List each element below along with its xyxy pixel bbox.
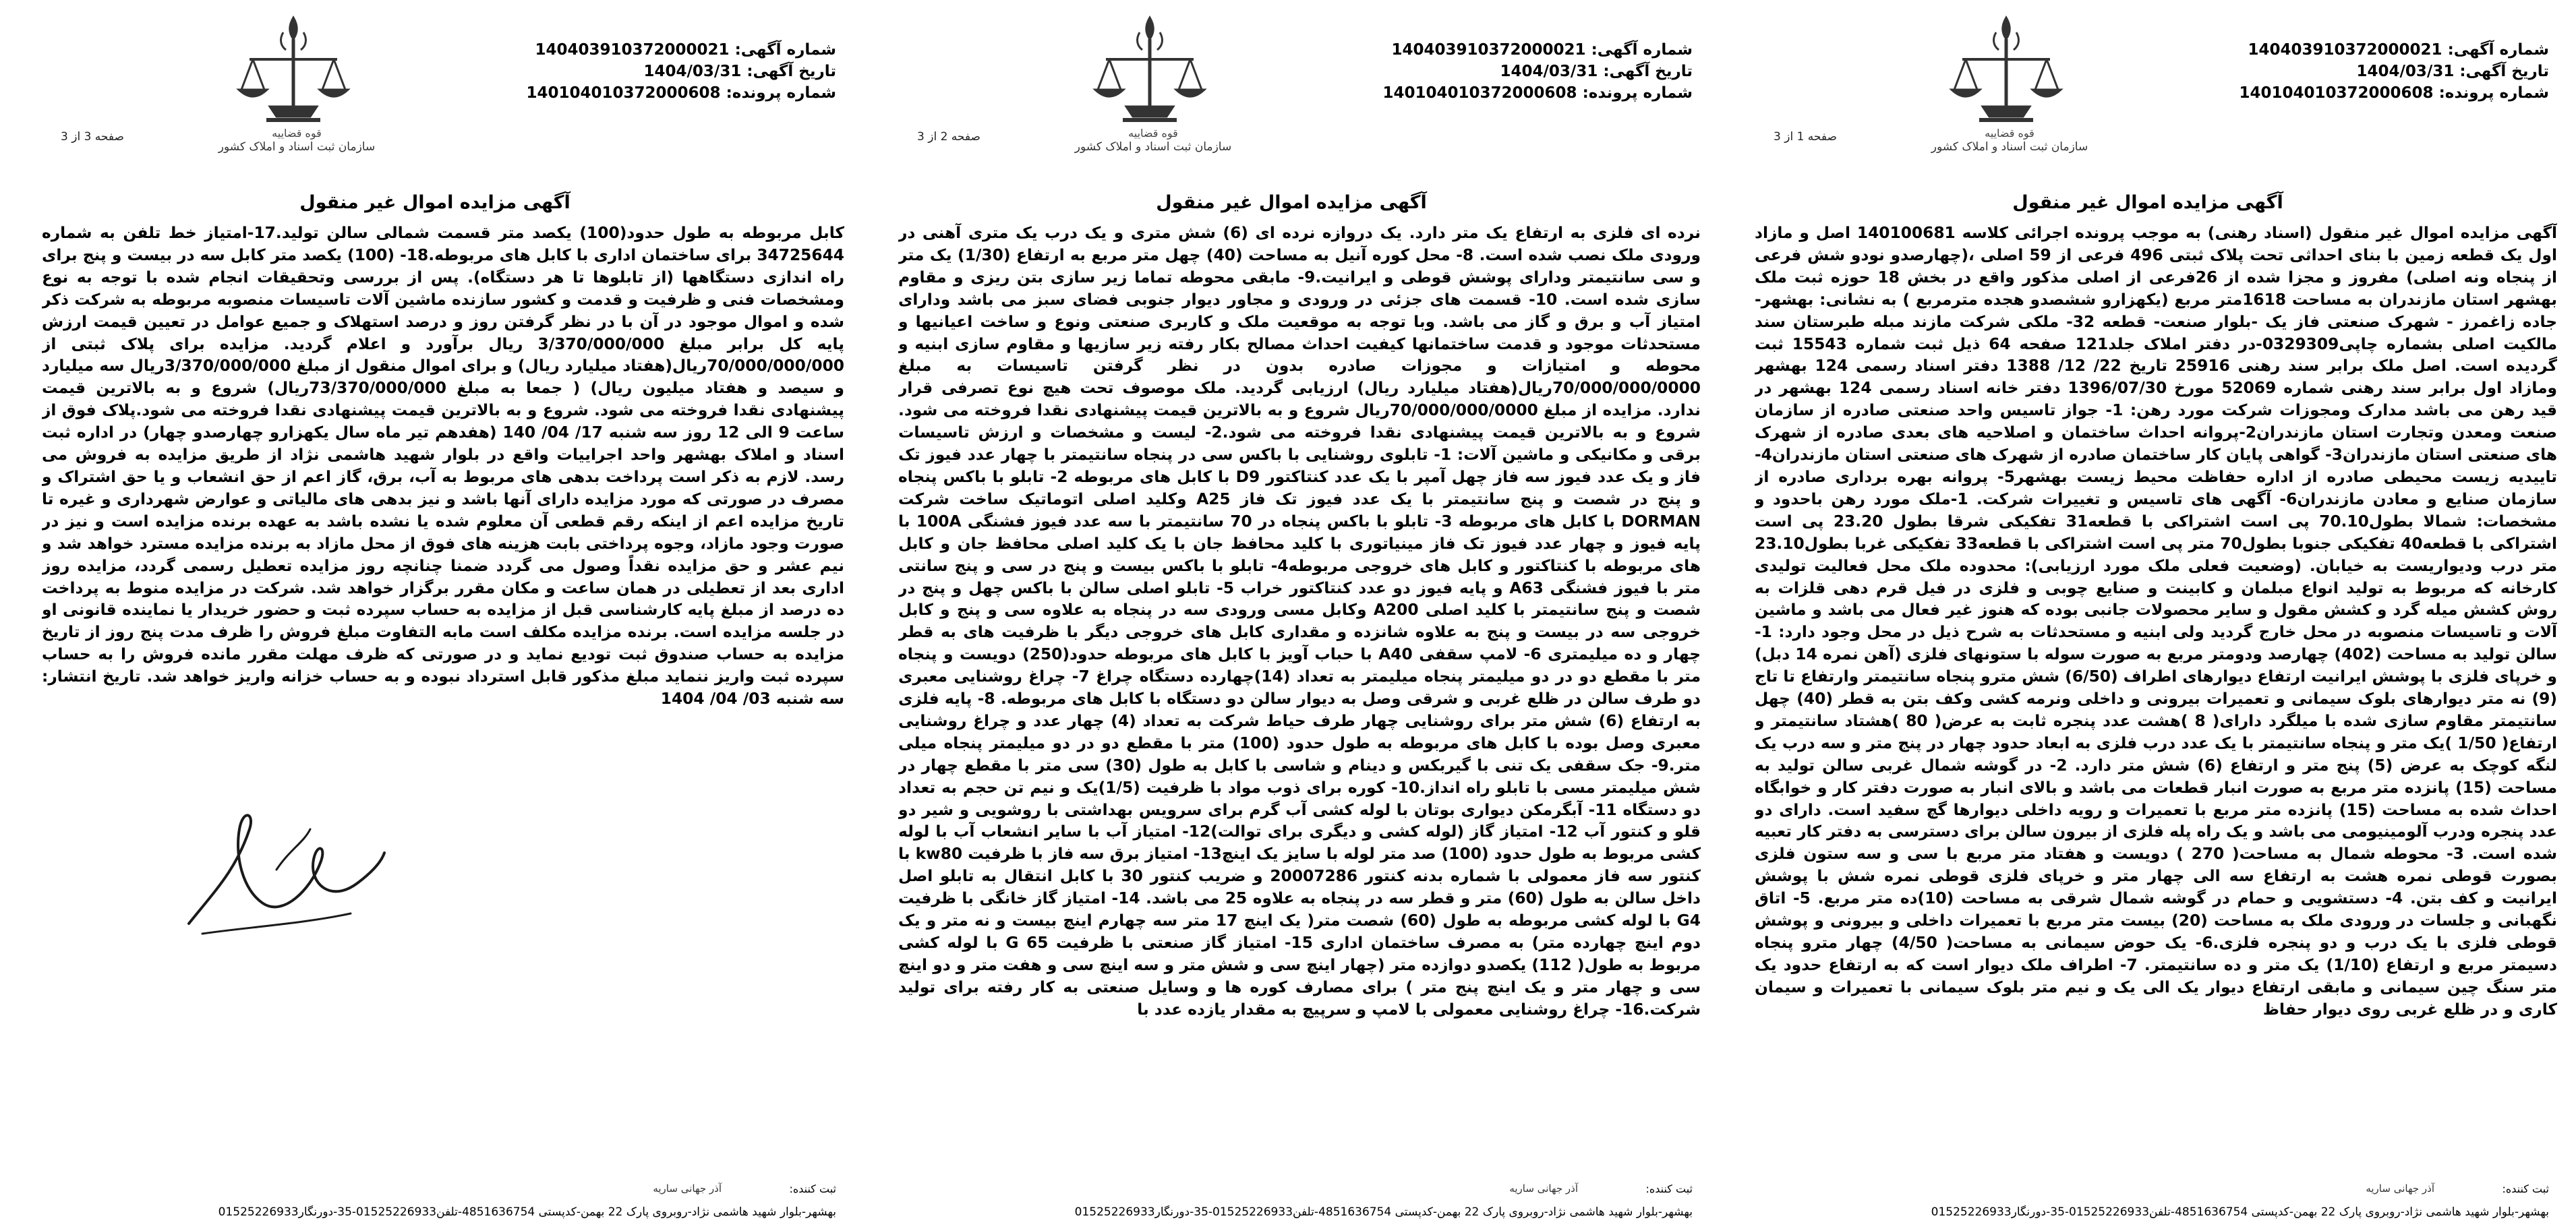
judiciary-scales-emblem-icon	[1086, 12, 1214, 133]
notice-number-label: شماره آگهی:	[2447, 41, 2549, 59]
judiciary-scales-emblem-icon	[1942, 12, 2070, 133]
notice-page-3	[7, 0, 863, 1231]
notice-number-row	[2239, 39, 2549, 61]
notice-title: آگهی مزایده اموال غیر منقول	[1156, 192, 1427, 213]
registrar-name: آذر جهانی ساریه	[2366, 1182, 2434, 1195]
case-number-row	[526, 82, 836, 104]
registrar-label: ثبت کننده:	[1645, 1182, 1693, 1195]
notice-date-row	[1382, 61, 1693, 82]
notice-meta	[1382, 39, 1693, 104]
handwritten-signature-icon	[175, 789, 391, 964]
notice-body: کابل مربوطه به طول حدود(100) یکصد متر قسمت شمالی سالن تولید.17-امتیاز خط تلفن به شماره 34725644 برای ساختمان اداری با کابل های مربوطه.18- (100) یکصد متر کابل سه در بیست و پنج برای راه اندازی دستگاهها (از تابلوها تا هر دستگاه). پس از بررسی وتحقیقات انجام شده با توجه به نوع ومشخصات فنی و ظرفیت و قدمت و کشور سازنده ماشین آلات تاسیسات منصوبه مربوطه به شرکت ذکر شده و اموال موجود در آن با در نظر گرفتن روز و درصد استهلاک و جمیع عوامل در تعیین قیمت ارزش پایه کل برابر مبلغ 3/370/000/000 ریال برآورد و اعلام گردید. مزایده برای پلاک ثبتی از 70/000/000/000ریال(هفتاد میلیارد ریال) و برای اموال منقول از مبلغ 3/370/000/000ریال سه میلیارد و سیصد و هفتاد میلیون ریال) ( جمعا به مبلغ 73/370/000/000ریال) شروع و به بالاترین قیمت پیشنهادی نقدا فروخته می شود. شروع و به بالاترین قیمت پیشنهادی نقدا فروخته می شود.پلاک فوق از ساعت 9 الی 12 روز سه شنبه 17/ 04/ 140 (هفدهم تیر ماه سال یکهزارو چهارصدو چهار) در اداره ثبت اسناد و املاک بهشهر واحد اجراییات واقع در بلوار شهید هاشمی نژاد از طریق مزایده به فروش می رسد. لازم به ذکر است پرداخت بدهی های مربوط به آب، برق، گاز اعم از حق انشعاب و یا حق اشتراک و مصرف در صورتی که مورد مزایده دارای آنها باشد و نیز بدهی های مالیاتی و عوارض شهرداری و غیره تا تاریخ مزایده اعم از اینکه رقم قطعی آن معلوم شده یا نشده باشد به عهده برنده مزایده است و نیز در صورت وجود مازاد، وجوه پرداختی بابت هزینه های فوق از محل مازاد به برنده مزایده مسترد خواهد شد و نیم عشر و حق مزایده نقداً وصول می گردد ضمنا چنانچه روز مزایده تعطیل رسمی گردد، مزایده روز اداری بعد از تعطیلی در همان ساعت و مکان مقرر برگزار خواهد شد. شرکت در مزایده منوط به پرداخت ده درصد از مبلغ پایه کارشناسی قبل از مزایده به حساب سپرده ثبت و حضور خریدار یا نماینده قانونی او در جلسه مزایده است. برنده مزایده مکلف است مابه التفاوت مبلغ فروش را ظرف مدت پنج روز از تاریخ مزایده به حساب صندوق ثبت تودیع نماید و در صورتی که ظرف مهلت مقرر مانده فروش را به حساب سپرده ثبت واریز ننماید مبلغ مذکور قابل استرداد نبوده و به حساب خزانه واریز خواهد شد. تاریخ انتشار: سه شنبه 03/ 04/ 1404	[42, 224, 844, 709]
page-footer	[863, 1177, 1720, 1231]
notice-title: آگهی مزایده اموال غیر منقول	[2012, 192, 2283, 213]
case-number: 140104010372000608	[1382, 84, 1577, 102]
office-address: بهشهر-بلوار شهید هاشمی نژاد-روبروی پارک 22 بهمن-کدپستی 4851636754-تلفن01525226933-35-دورنگار01525226933	[1931, 1205, 2549, 1219]
judiciary-scales-emblem-icon	[229, 12, 357, 133]
page-number: صفحه 1 از 3	[1774, 130, 1837, 144]
notice-date-label: تاریخ آگهی:	[747, 63, 836, 80]
page-header	[1720, 5, 2576, 187]
page-footer	[1720, 1177, 2576, 1231]
case-number-label: شماره پرونده:	[1582, 84, 1693, 102]
notice-page-2	[863, 0, 1720, 1231]
notice-date-label: تاریخ آگهی:	[2459, 63, 2549, 80]
notice-number: 140403910372000021	[535, 41, 730, 59]
notice-body: آگهی مزایده اموال غیر منقول (اسناد رهنی) به موجب پرونده اجرائی کلاسه 140100681 اصل و مازاد اول یک قطعه زمین با بنای احداثی تحت پلاک ثبتی 496 فرعی از 59 اصلی ،(چهارصدو نودو شش فرعی از پنجاه ونه اصلی) مفروز و مجزا شده از 26فرعی از اصلی مذکور واقع در بخش 18 حوزه ثبت ملک بهشهر استان مازندران به مساحت 1618متر مربع (یکهزارو ششصدو هجده مترمربع ) به نشانی: بهشهر-جاده زاغمرز - شهرک صنعتی فاز یک -بلوار صنعت- قطعه 32- ملکی شرکت مازند مبله طبرستان سند مالکیت اصلی بشماره چاپی0329309-در دفتر املاک جلد121 صفحه 64 ذیل ثبت شماره 15543 ثبت گردیده است. اصل ملک برابر سند رهنی 25916 تاریخ 22/ 12/ 1388 دفتر اسناد رسمی 124 بهشهر ومازاد اول برابر سند رهنی شماره 52069 مورخ 1396/07/30 دفتر خانه اسناد رسمی 124 بهشهر در قید رهن می باشد مدارک ومجوزات شرکت مورد رهن: 1- جواز تاسیس واحد صنعتی صادره از سازمان صنعت ومعدن وتجارت استان مازندران2-پروانه احداث ساختمان و اصلاحیه های بعدی صادره از شهرک های صنعتی استان مازندران3- گواهی پایان کار ساختمان صادره از شهرک های صنعتی استان مازندران4- تاییدیه زیست محیطی صادره از اداره حفاظت محیط زیست بهشهر5- پروانه بهره برداری صادره از سازمان صنایع و معادن مازندران6- آگهی های تاسیس و تغییرات شرکت. 1-ملک مورد رهن باحدود و مشخصات: شمالا بطول70.10 پی است اشتراکی با قطعه31 تفکیکی شرقا بطول 23.20 پی است اشتراکی با قطعه40 تفکیکی جنوبا بطول70 متر پی است اشتراکی با قطعه33 تفکیکی غربا بطول23.10 متر درب ودیواریست به خیابان. (وضعیت فعلی ملک مورد ارزیابی): محدوده ملک محل فعالیت تولیدی کارخانه که مربوط به تولید انواع مبلمان و کابینت و صنایع چوبی و فلزی در فیل قرم دهی قلزات به روش کشش میله گرد و کشش مقول و سایر محصولات جانبی بوده که هنوز غیر فعال می باشد و ماشین آلات و تاسیسات منصوبه در محل خارج گردید ولی ابنیه و مستحدثات به شرح ذیل در محل وجود دارد: 1- سالن تولید به مساحت (402) چهارصد ودومتر مربع به صورت سوله با ستونهای فلزی (آهن نمره 14 دبل) و خرپای فلزی با پوشش ایرانیت ارتفاع دیوارهای اطراف (6/50) شش مترو پنجاه سانتیمتر وارتفاع تا تاج (9) نه متر دیوارهای بلوک سیمانی و تعمیرات بیرونی و داخلی ونرمه کشی وکف بتن به قطر (40) چهل سانتیمتر مقاوم سازی شده با میلگرد دارای( 8 )هشت عدد پنجره ثابت به عرض( 80 )هشتاد سانتیمتر و ارتفاع( 1/50 )یک متر و پنجاه سانتیمتر با یک عدد درب فلزی به ابعاد حدود چهار در پنج متر و سه درب یک لنگه کوچک به عرض (5) پنج متر و ارتفاع (6) شش متر دارد. 2- در گوشه شمال غربی سالن تولید به مساحت (15) پانزده متر مربع به صورت انبار قطعات می باشد و بالای انبار به صورت دفتر کار و خوابگاه احداث شده به مساحت (15) پانزده متر مربع با تعمیرات و رویه داخلی دیوارها گچ سفید است. دارای دو عدد پنجره ودرب آلومینیومی می باشد و یک راه پله فلزی از بیرون سالن برای دسترسی به دفتر کار تعبیه شده است. 3- محوطه شمال به مساحت( 270 ) دویست و هفتاد متر مربع با سی و سه ستون فلزی بصورت قوطی نمره هشت به ارتفاع سه الی چهار متر و خرپای فلزی قوطی نمره شش با پوشش ایرانیت و کف بتن. 4- دستشویی و حمام در گوشه شمال شرقی به مساحت (10)ده متر مربع. 5- اتاق نگهبانی و جلسات در ورودی ملک به مساحت (20) بیست متر مربع با تعمیرات داخلی و بیرونی و پوشش قوطی فلزی با یک درب و دو پنجره فلزی.6- یک حوض سیمانی به مساحت( 4/50) چهار مترو پنجاه دسیمتر مربع و ارتفاع (1/10) یک متر و ده سانتیمتر. 7- اطراف ملک دیوار است که به ارتفاع حدود یک متر سنگ چین سیمانی و مابقی ارتفاع دیوار یک الی یک و نیم متر بلوک سیمانی با تعمیرات و سیمان کاری و در ظلع غربی روی دیوار حفاظ	[1755, 224, 2557, 1019]
page-footer	[7, 1177, 863, 1231]
notice-number-row	[1382, 39, 1693, 61]
page-number: صفحه 3 از 3	[61, 130, 124, 144]
emblem-caption-title: قوه قضاييه	[1128, 127, 1178, 140]
notice-meta	[526, 39, 836, 104]
notice-date-row	[526, 61, 836, 82]
page-header	[863, 5, 1720, 187]
notice-date: 1404/03/31	[1500, 63, 1598, 80]
notice-number-label: شماره آگهی:	[1591, 41, 1693, 59]
notice-body: نرده ای فلزی به ارتفاع یک متر دارد. یک دروازه نرده ای (6) شش متری و یک درب یک متری آهنی در ورودی ملک نصب شده است. 8- محل کوره آنیل به مساحت (40) چهل متر مربع به ارتفاع (1/30) یک متر و سی سانتیمتر ودارای پوشش قوطی و ایرانیت.9- مابقی محوطه تماما زیر سازی بتن ریزی و مقاوم سازی شده است. 10- قسمت های جزئی در ورودی و مجاور دیوار جنوبی فضای سبز می باشد ودارای امتیاز آب و برق و گاز می باشد. وبا توجه به موقعیت ملک و کاربری صنعتی ونوع و ساخت اعیانیها و مستحدثات موجود و قدمت ساختمانها کیفیت احداث مصالح بکار رفته زیر سازیها و مقاوم سازی ابنیه و محوطه و امتیازات و مجوزات صادره بدون در نظر گرفتن تاسیسات به مبلغ 70/000/000/0000ریال(هفتاد میلیارد ریال) ارزیابی گردید. ملک موصوف تحت هیچ نوع تصرفی قرار ندارد. مزایده از مبلغ 70/000/000/0000ریال شروع و به بالاترین قیمت پیشنهادی نقدا فروخته می شود. شروع و به بالاترین قیمت پیشنهادی نقدا فروخته می شود.2- لیست و مشخصات و ارزش تاسیسات برقی و مکانیکی و ماشین آلات: 1- تابلوی روشنایی با باکس سی در پنجاه سانتیمتر با چهار عدد فیوز تک فاز و یک عدد فیوز سه فاز چهل آمپر با یک عدد کنتاکتور D9 با کابل های مربوطه 2- تابلو با باکس پنجاه و پنج در شصت و پنج سانتیمتر با یک عدد فیوز تک فاز A25 وکلید اصلی اتوماتیک ساخت شرکت DORMAN با کابل های مربوطه 3- تابلو با باکس پنجاه در 70 سانتیمتر با سه عدد فیوز فشنگی 100A با پایه فیوز و چهار عدد فیوز تک فاز مینیاتوری با کلید محافظ جان با یک کلید اصلی محافظ جان و کابل های مربوطه با کنتاکتور و کابل های خروجی مربوطه4- تابلو با باکس بیست و پنج در سی و پنج سانتی متر با فیوز فشنگی A63 و پایه فیوز دو عدد کنتاکتور خراب 5- تابلو اصلی سالن با باکس چهل و پنج در شصت و پنج سانتیمتر با کلید اصلی A200 وکابل مسی ورودی سه در پنجاه به علاوه سی و پنج و کابل خروجی سه در بیست و پنج به علاوه شانزده و مقداری کابل های خروجی دیگر با ظرفیت های به قطر چهار و ده میلیمتری 6- لامپ سقفی A40 با حباب آویز با کابل های مربوطه حدود(250) دویست و پنجاه متر با مقطع دو در دو میلیمتر پنجاه میلیمتر به تعداد (14)چهارده دستگاه چراغ 7- چراغ روشنایی معبری دو طرف سالن در ظلع غربی و شرقی وصل به دیوار سالن دو دستگاه با کابل های مربوطه. 8- پایه فلزی به ارتفاع (6) شش متر برای روشنایی چهار طرف حیاط شرکت به تعداد (4) چهار عدد و چراغ روشنایی معبری وصل بوده با کابل های مربوطه به طول حدود (100) متر با مقطع دو در دو میلیمتر پنجاه میلی متر.9- جک سقفی یک تنی با گیربکس و دینام و شاسی با کابل به طول (30) سی متر با مقطع چهار در شش میلیمتر مسی با تابلو راه انداز.10- کوره برای ذوب مواد با ظرفیت (1/5)یک و نیم تن حجم به تعداد دو دستگاه 11- آبگرمکن دیواری بوتان با لوله کشی آب گرم برای سرویس بهداشتی با روشویی و شیر دو قلو و کنتور آب 12- امتیاز گاز (لوله کشی و دیگری برای توالت)12- امتیاز آب با سایر انشعاب آب با لوله کشی مربوط به طول حدود (100) صد متر لوله با سایز یک اینچ13- امتیاز برق سه فاز با ظرفیت kw80 با کنتور سه فاز معمولی با شماره بدنه کنتور 20007286 و ضریب کنتور 30 با کابل انتقال به تابلو اصل داخل سالن به طول (60) متر و قطر سه در پنجاه به علاوه 25 می باشد. 14- امتیاز گاز خانگی با ظرفیت G4 با لوله کشی مربوطه به طول (60) شصت متر( یک اینچ 17 متر سه چهارم اینچ بیست و نه متر و یک دوم اینچ چهارده متر) به مصرف ساختمان اداری 15- امتیاز گاز صنعتی با ظرفیت G 65 با لوله کشی مربوط به طول( 112) یکصدو دوازده متر (چهار اینچ سی و شش متر و سه اینچ سی و هفت متر و دو اینچ سی و چهار متر و یک اینچ پنج متر ) برای مصارف کوره ها و وسایل صنعتی به کار رفته برای تولید شرکت.16- چراغ روشنایی معمولی با لامپ و سرپیچ به مقدار یازده عدد با	[898, 224, 1701, 1019]
notice-date-label: تاریخ آگهی:	[1603, 63, 1693, 80]
case-number: 140104010372000608	[526, 84, 721, 102]
office-address: بهشهر-بلوار شهید هاشمی نژاد-روبروی پارک 22 بهمن-کدپستی 4851636754-تلفن01525226933-35-دورنگار01525226933	[218, 1205, 836, 1219]
emblem-caption	[209, 127, 384, 154]
notice-title: آگهی مزایده اموال غیر منقول	[299, 192, 570, 213]
case-number: 140104010372000608	[2239, 84, 2434, 102]
case-number-label: شماره پرونده:	[2438, 84, 2549, 102]
page-header	[7, 5, 863, 187]
emblem-caption-title: قوه قضاييه	[1985, 127, 2035, 140]
emblem-caption	[1922, 127, 2097, 154]
page-number: صفحه 2 از 3	[917, 130, 980, 144]
notice-number: 140403910372000021	[1391, 41, 1586, 59]
registrar-name: آذر جهانی ساریه	[653, 1182, 722, 1195]
notice-number: 140403910372000021	[2248, 41, 2442, 59]
emblem-caption	[1065, 127, 1241, 154]
case-number-row	[2239, 82, 2549, 104]
notice-number-label: شماره آگهی:	[734, 41, 836, 59]
office-address: بهشهر-بلوار شهید هاشمی نژاد-روبروی پارک 22 بهمن-کدپستی 4851636754-تلفن01525226933-35-دورنگار01525226933	[1074, 1205, 1693, 1219]
case-number-row	[1382, 82, 1693, 104]
notice-date: 1404/03/31	[643, 63, 742, 80]
notice-number-row	[526, 39, 836, 61]
notice-meta	[2239, 39, 2549, 104]
case-number-label: شماره پرونده:	[726, 84, 836, 102]
emblem-caption-title: قوه قضاييه	[272, 127, 322, 140]
notice-date-row	[2239, 61, 2549, 82]
notice-page-1	[1720, 0, 2576, 1231]
emblem-caption-org: سازمان ثبت اسناد و املاک کشور	[1931, 140, 2088, 154]
registrar-name: آذر جهانی ساریه	[1509, 1182, 1578, 1195]
registrar-label: ثبت کننده:	[2502, 1182, 2549, 1195]
emblem-caption-org: سازمان ثبت اسناد و املاک کشور	[1074, 140, 1232, 154]
notice-date: 1404/03/31	[2356, 63, 2455, 80]
registrar-label: ثبت کننده:	[789, 1182, 836, 1195]
emblem-caption-org: سازمان ثبت اسناد و املاک کشور	[218, 140, 376, 154]
